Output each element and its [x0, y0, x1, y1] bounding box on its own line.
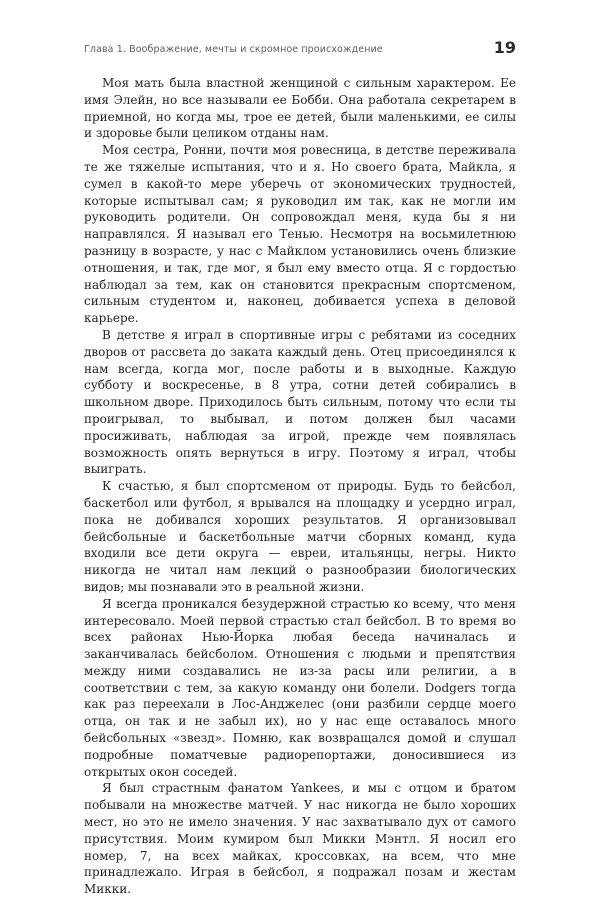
paragraph-yankees-fan: Я был страстным фанатом Yankees, и мы с отцом и братом побывали на множестве матчей. У нас никогда не было хороших мест, но это не имело значения. У нас захватывало дух от самого присутствия. Моим кумиром был Микки Мэнтл. Я носил его номер, 7, на всех майках, кроссовках, на всем, что мне принадлежало. Играя в бейсбол, я подражал позам и жестам Микки.	[84, 781, 516, 897]
chapter-title: Глава 1. Воображение, мечты и скромное происхождение	[84, 44, 383, 55]
paragraph-siblings: Моя сестра, Ронни, почти моя ровесница, в детстве переживала те же тяжелые испытания, что и я. Но своего брата, Майкла, я сумел в какой-то мере уберечь от экономических трудностей, которые испытывал сам; я руководил им так, как не могли им руководить родители. Он сопровождал меня, куда бы я ни направлялся. Я называл его Тенью. Несмотря на восьмилетнюю разницу в возрасте, у нас с Майклом установились очень близкие отношения, и так, где мог, я был ему вместо отца. Я с гордостью наблюдал за тем, как он становится прекрасным спортсменом, сильным студентом и, наконец, добивается успеха в деловой карьере.	[84, 143, 516, 326]
paragraph-childhood-games: В детстве я играл в спортивные игры с ребятами из соседних дворов от рассвета до заката каждый день. Отец присоединялся к нам всегда, когда мог, после работы и в выходные. Каждую субботу и воскресенье, в 8 утра, сотни детей собирались в школьном дворе. Приходилось быть сильным, потому что если ты проигрывал, то выбывал, и потом должен был часами просиживать, наблюдая за игрой, прежде чем появлялась возможность опять вернуться в игру. Поэтому я играл, чтобы выиграть.	[84, 327, 516, 477]
page-number: 19	[493, 38, 516, 57]
body-text	[84, 75, 516, 898]
paragraph-mother: Моя мать была властной женщиной с сильным характером. Ее имя Элейн, но все называли ее Бобби. Она работала секретарем в приемной, но когда мы, трое ее детей, были маленькими, ее силы и здоровье были целиком отданы нам.	[84, 76, 516, 141]
paragraph-baseball-passion: Я всегда проникался безудержной страстью ко всему, что меня интересовало. Моей первой страстью стал бейсбол. В то время во всех районах Нью-Йорка любая беседа начиналась и заканчивалась бейсболом. Отношения с людьми и препятствия между ними создавались не из-за расы или религии, а в соответствии с тем, за какую команду они болели. Dodgers тогда как раз переехали в Лос-Анджелес (они разбили сердце моего отца, он так и не забыл их), но у нас еще оставалось много бейсбольных «звезд». Помню, как возвращался домой и слушал подробные поматчевые радиорепортажи, доносившиеся из открытых окон соседей.	[84, 596, 516, 779]
paragraph-natural-athlete: К счастью, я был спортсменом от природы. Будь то бейсбол, баскетбол или футбол, я врывался на площадку и усердно играл, пока не добивался хороших результатов. Я организовывал бейсбольные и баскетбольные матчи сборных команд, куда входили все дети округа — евреи, итальянцы, негры. Никто никогда не читал нам лекций о разнообразии биологических видов; мы познавали это в реальной жизни.	[84, 479, 516, 594]
running-header	[84, 38, 516, 62]
